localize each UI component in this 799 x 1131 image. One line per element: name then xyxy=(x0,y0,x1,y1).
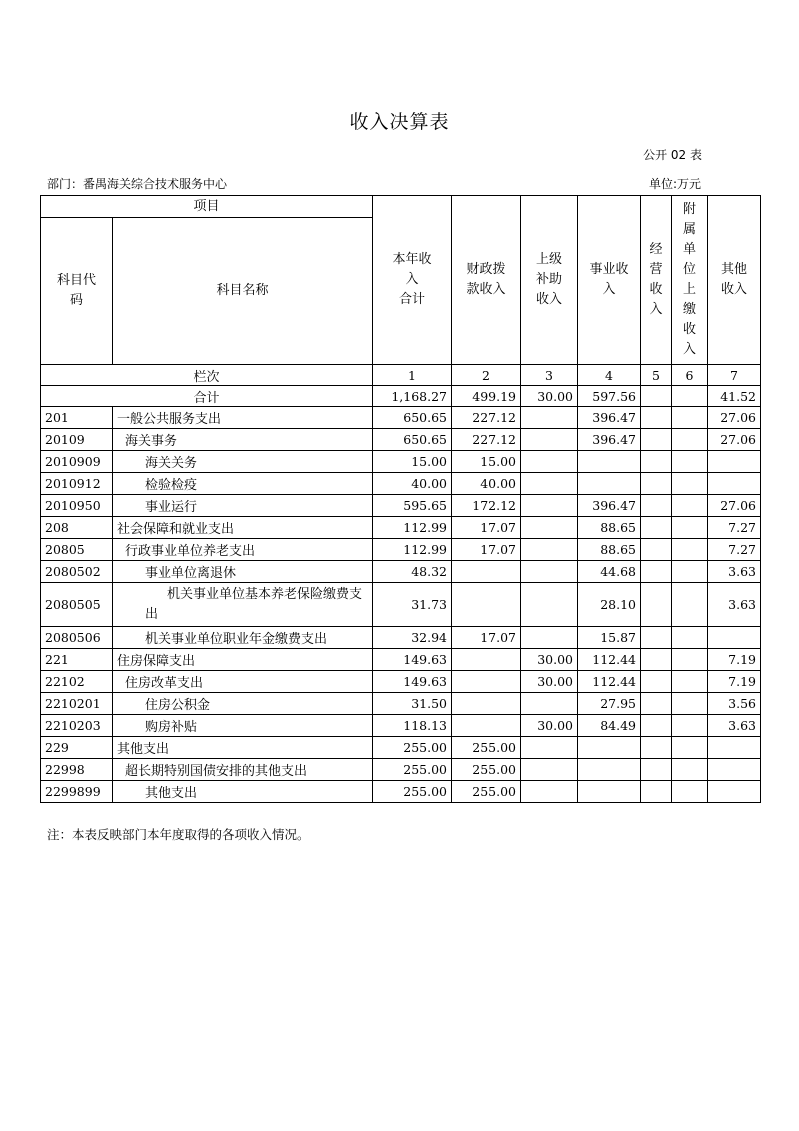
row-code: 2010909 xyxy=(41,451,113,473)
header-text-line: 收 xyxy=(649,282,663,297)
col-seq-5: 5 xyxy=(641,365,672,386)
row-value-v3 xyxy=(521,781,578,803)
row-value-v3 xyxy=(521,429,578,451)
row-value-v4: 88.65 xyxy=(578,517,641,539)
row-value-v5 xyxy=(641,737,672,759)
total-v6 xyxy=(672,386,708,407)
row-value-v4: 27.95 xyxy=(578,693,641,715)
row-code: 22998 xyxy=(41,759,113,781)
row-code: 2210203 xyxy=(41,715,113,737)
row-code: 221 xyxy=(41,649,113,671)
header-text-line: 码 xyxy=(69,293,83,308)
row-value-v6 xyxy=(672,671,708,693)
row-value-v4: 28.10 xyxy=(578,583,641,627)
row-value-v6 xyxy=(672,649,708,671)
row-value-v4 xyxy=(578,451,641,473)
table-row xyxy=(41,759,761,781)
row-value-v2: 255.00 xyxy=(452,759,521,781)
header-text-line: 位 xyxy=(683,262,697,277)
header-name: 科目名称 xyxy=(113,218,373,365)
row-value-v6 xyxy=(672,451,708,473)
row-value-v6 xyxy=(672,737,708,759)
row-value-v2 xyxy=(452,583,521,627)
header-col2 xyxy=(452,196,521,365)
row-value-v5 xyxy=(641,561,672,583)
row-value-v1: 149.63 xyxy=(373,649,452,671)
table-row xyxy=(41,473,761,495)
row-name: 住房公积金 xyxy=(113,693,373,715)
row-value-v7: 7.27 xyxy=(708,539,761,561)
row-value-v1: 650.65 xyxy=(373,407,452,429)
row-value-v3 xyxy=(521,539,578,561)
table-row xyxy=(41,539,761,561)
row-value-v1: 650.65 xyxy=(373,429,452,451)
row-value-v2 xyxy=(452,715,521,737)
row-value-v1: 595.65 xyxy=(373,495,452,517)
row-value-v2: 255.00 xyxy=(452,781,521,803)
row-value-v4 xyxy=(578,473,641,495)
header-text-line: 入 xyxy=(649,302,663,317)
row-value-v1: 32.94 xyxy=(373,627,452,649)
row-value-v3 xyxy=(521,517,578,539)
table-row xyxy=(41,583,761,627)
footnote: 注：本表反映部门本年度取得的各项收入情况。 xyxy=(47,827,310,842)
row-value-v5 xyxy=(641,759,672,781)
row-value-v5 xyxy=(641,649,672,671)
table-row xyxy=(41,495,761,517)
table-row xyxy=(41,737,761,759)
row-value-v1: 255.00 xyxy=(373,759,452,781)
row-name: 购房补贴 xyxy=(113,715,373,737)
table-row xyxy=(41,561,761,583)
header-item: 项目 xyxy=(41,196,373,218)
row-value-v2 xyxy=(452,561,521,583)
header-text-line: 附 xyxy=(683,202,697,217)
row-value-v4: 84.49 xyxy=(578,715,641,737)
row-value-v3 xyxy=(521,693,578,715)
row-value-v1: 112.99 xyxy=(373,539,452,561)
row-value-v1: 149.63 xyxy=(373,671,452,693)
row-value-v7 xyxy=(708,627,761,649)
row-value-v7 xyxy=(708,781,761,803)
row-value-v4 xyxy=(578,737,641,759)
row-value-v3 xyxy=(521,495,578,517)
total-v7: 41.52 xyxy=(708,386,761,407)
row-value-v7: 3.56 xyxy=(708,693,761,715)
row-value-v6 xyxy=(672,781,708,803)
col-seq-label: 栏次 xyxy=(41,365,373,386)
row-value-v5 xyxy=(641,781,672,803)
row-value-v3 xyxy=(521,561,578,583)
row-name: 机关事业单位职业年金缴费支出 xyxy=(113,627,373,649)
row-value-v5 xyxy=(641,517,672,539)
row-value-v6 xyxy=(672,473,708,495)
row-code: 2010912 xyxy=(41,473,113,495)
row-value-v7: 3.63 xyxy=(708,715,761,737)
row-value-v1: 255.00 xyxy=(373,737,452,759)
row-value-v2: 17.07 xyxy=(452,517,521,539)
row-value-v3: 30.00 xyxy=(521,715,578,737)
row-value-v2: 15.00 xyxy=(452,451,521,473)
row-code: 20109 xyxy=(41,429,113,451)
table-row xyxy=(41,429,761,451)
header-text-line: 财政拨 xyxy=(466,262,506,277)
row-value-v2 xyxy=(452,649,521,671)
row-value-v5 xyxy=(641,715,672,737)
col-seq-2: 2 xyxy=(452,365,521,386)
table-row xyxy=(41,781,761,803)
row-value-v6 xyxy=(672,715,708,737)
row-value-v5 xyxy=(641,473,672,495)
row-value-v3 xyxy=(521,451,578,473)
row-value-v3 xyxy=(521,407,578,429)
row-value-v1: 255.00 xyxy=(373,781,452,803)
row-value-v4: 112.44 xyxy=(578,649,641,671)
row-value-v1: 40.00 xyxy=(373,473,452,495)
row-value-v6 xyxy=(672,495,708,517)
header-text-line: 单 xyxy=(683,242,697,257)
header-text-line: 科目代 xyxy=(56,273,96,288)
row-code: 2080502 xyxy=(41,561,113,583)
row-value-v4: 396.47 xyxy=(578,429,641,451)
row-value-v6 xyxy=(672,627,708,649)
row-value-v4 xyxy=(578,759,641,781)
row-name: 检验检疫 xyxy=(113,473,373,495)
row-value-v7 xyxy=(708,759,761,781)
row-code: 208 xyxy=(41,517,113,539)
row-value-v2: 17.07 xyxy=(452,539,521,561)
header-text-line: 其他 xyxy=(721,262,748,277)
row-name: 超长期特别国债安排的其他支出 xyxy=(113,759,373,781)
table-row xyxy=(41,715,761,737)
row-value-v7: 27.06 xyxy=(708,407,761,429)
header-col6 xyxy=(672,196,708,365)
row-value-v5 xyxy=(641,407,672,429)
row-value-v1: 118.13 xyxy=(373,715,452,737)
row-value-v6 xyxy=(672,429,708,451)
row-value-v7 xyxy=(708,737,761,759)
header-col4 xyxy=(578,196,641,365)
header-text-line: 上 xyxy=(683,282,697,297)
row-value-v2 xyxy=(452,671,521,693)
header-text-line: 缴 xyxy=(683,302,697,317)
row-code: 2010950 xyxy=(41,495,113,517)
row-value-v2 xyxy=(452,693,521,715)
row-code: 2210201 xyxy=(41,693,113,715)
row-name: 事业运行 xyxy=(113,495,373,517)
header-text-line: 款收入 xyxy=(466,282,506,297)
total-v5 xyxy=(641,386,672,407)
row-code: 2080506 xyxy=(41,627,113,649)
row-value-v4: 44.68 xyxy=(578,561,641,583)
row-value-v1: 15.00 xyxy=(373,451,452,473)
row-value-v6 xyxy=(672,583,708,627)
header-text-line: 合计 xyxy=(399,292,426,307)
row-value-v4: 88.65 xyxy=(578,539,641,561)
col-seq-7: 7 xyxy=(708,365,761,386)
row-value-v6 xyxy=(672,539,708,561)
header-code xyxy=(41,218,113,365)
row-value-v5 xyxy=(641,495,672,517)
header-text-line: 本年收入 xyxy=(392,252,432,287)
column-seq-row xyxy=(41,365,761,386)
row-name: 社会保障和就业支出 xyxy=(113,517,373,539)
row-value-v2: 227.12 xyxy=(452,407,521,429)
row-code: 201 xyxy=(41,407,113,429)
row-value-v6 xyxy=(672,693,708,715)
row-value-v3: 30.00 xyxy=(521,649,578,671)
row-value-v3 xyxy=(521,473,578,495)
income-table xyxy=(40,195,761,803)
row-value-v7: 3.63 xyxy=(708,561,761,583)
header-text-line: 补助 xyxy=(536,272,563,287)
row-value-v2: 227.12 xyxy=(452,429,521,451)
total-row xyxy=(41,386,761,407)
table-row xyxy=(41,517,761,539)
row-name: 海关事务 xyxy=(113,429,373,451)
row-value-v5 xyxy=(641,583,672,627)
row-value-v5 xyxy=(641,671,672,693)
row-value-v1: 112.99 xyxy=(373,517,452,539)
col-seq-4: 4 xyxy=(578,365,641,386)
row-value-v6 xyxy=(672,407,708,429)
total-v2: 499.19 xyxy=(452,386,521,407)
header-text-line: 事业收入 xyxy=(589,262,629,297)
total-v1: 1,168.27 xyxy=(373,386,452,407)
col-seq-1: 1 xyxy=(373,365,452,386)
row-code: 2080505 xyxy=(41,583,113,627)
row-value-v3 xyxy=(521,583,578,627)
row-value-v6 xyxy=(672,759,708,781)
row-value-v1: 31.50 xyxy=(373,693,452,715)
row-value-v5 xyxy=(641,539,672,561)
header-text-line: 收入 xyxy=(536,292,563,307)
row-name: 海关关务 xyxy=(113,451,373,473)
row-value-v5 xyxy=(641,693,672,715)
row-code: 229 xyxy=(41,737,113,759)
header-text-line: 属 xyxy=(683,222,697,237)
row-value-v7 xyxy=(708,451,761,473)
row-value-v2: 17.07 xyxy=(452,627,521,649)
row-value-v6 xyxy=(672,517,708,539)
header-col3 xyxy=(521,196,578,365)
row-value-v4: 396.47 xyxy=(578,495,641,517)
table-row xyxy=(41,671,761,693)
row-name: 其他支出 xyxy=(113,737,373,759)
row-code: 20805 xyxy=(41,539,113,561)
row-value-v7 xyxy=(708,473,761,495)
row-name: 一般公共服务支出 xyxy=(113,407,373,429)
row-value-v1: 48.32 xyxy=(373,561,452,583)
page-title: 收入决算表 xyxy=(349,111,450,133)
row-name: 住房改革支出 xyxy=(113,671,373,693)
row-name: 其他支出 xyxy=(113,781,373,803)
row-name: 事业单位离退休 xyxy=(113,561,373,583)
header-col5 xyxy=(641,196,672,365)
unit-label: 单位:万元 xyxy=(648,177,701,191)
header-row-item xyxy=(41,196,761,218)
total-v4: 597.56 xyxy=(578,386,641,407)
header-text-line: 经 xyxy=(649,242,663,257)
header-col1 xyxy=(373,196,452,365)
row-value-v4: 15.87 xyxy=(578,627,641,649)
department-label: 部门：番禺海关综合技术服务中心 xyxy=(47,177,228,191)
row-value-v2: 255.00 xyxy=(452,737,521,759)
row-name: 住房保障支出 xyxy=(113,649,373,671)
col-seq-6: 6 xyxy=(672,365,708,386)
row-value-v7: 7.19 xyxy=(708,649,761,671)
row-value-v1: 31.73 xyxy=(373,583,452,627)
row-value-v2: 40.00 xyxy=(452,473,521,495)
total-label: 合计 xyxy=(41,386,373,407)
row-value-v5 xyxy=(641,429,672,451)
table-row xyxy=(41,627,761,649)
header-text-line: 上级 xyxy=(536,252,563,267)
form-number: 公开 02 表 xyxy=(643,148,702,162)
row-value-v3 xyxy=(521,737,578,759)
row-value-v4 xyxy=(578,781,641,803)
row-value-v7: 27.06 xyxy=(708,495,761,517)
row-value-v3 xyxy=(521,627,578,649)
row-name: 行政事业单位养老支出 xyxy=(113,539,373,561)
row-value-v6 xyxy=(672,561,708,583)
row-value-v7: 3.63 xyxy=(708,583,761,627)
header-col7 xyxy=(708,196,761,365)
col-seq-3: 3 xyxy=(521,365,578,386)
table-row xyxy=(41,451,761,473)
header-text-line: 营 xyxy=(649,262,663,277)
row-value-v5 xyxy=(641,627,672,649)
header-text-line: 入 xyxy=(683,342,697,357)
row-code: 22102 xyxy=(41,671,113,693)
row-value-v7: 7.27 xyxy=(708,517,761,539)
row-code: 2299899 xyxy=(41,781,113,803)
table-row xyxy=(41,649,761,671)
row-value-v2: 172.12 xyxy=(452,495,521,517)
row-value-v3: 30.00 xyxy=(521,671,578,693)
row-value-v7: 7.19 xyxy=(708,671,761,693)
header-text-line: 收 xyxy=(683,322,697,337)
row-value-v3 xyxy=(521,759,578,781)
row-name: 机关事业单位基本养老保险缴费支出 xyxy=(113,583,373,627)
table-row xyxy=(41,407,761,429)
row-value-v4: 396.47 xyxy=(578,407,641,429)
row-value-v4: 112.44 xyxy=(578,671,641,693)
row-value-v5 xyxy=(641,451,672,473)
total-v3: 30.00 xyxy=(521,386,578,407)
row-value-v7: 27.06 xyxy=(708,429,761,451)
table-row xyxy=(41,693,761,715)
header-text-line: 收入 xyxy=(721,282,748,297)
